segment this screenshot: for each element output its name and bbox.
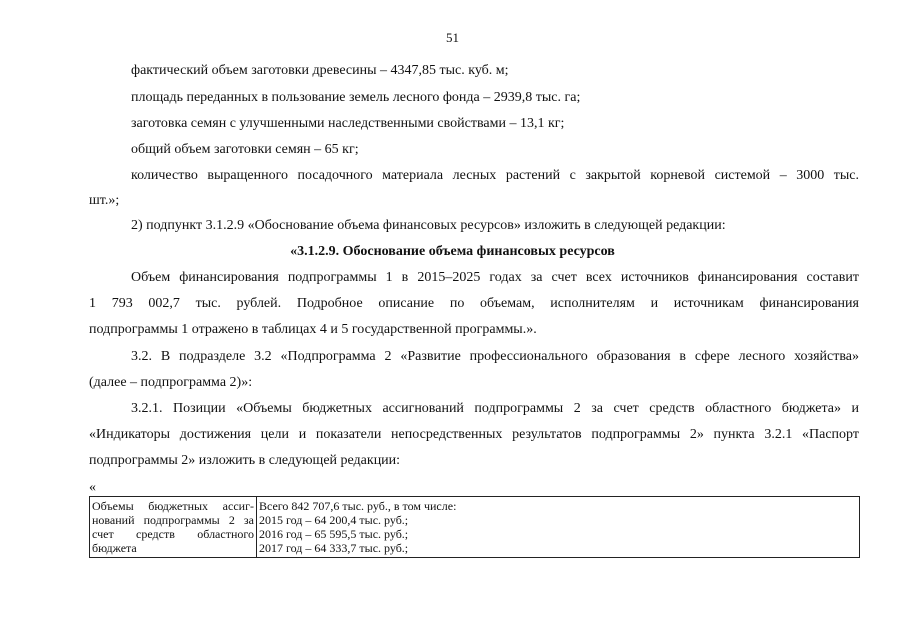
paragraph-line: 3.2.1. Позиции «Объемы бюджетных ассигнований подпрограммы 2 за счет средств областного бюджета» и bbox=[131, 401, 859, 416]
quote-mark: « bbox=[89, 480, 96, 495]
paragraph-line: «Индикаторы достижения цели и показатели непосредственных результатов подпрограммы 2» пункта 3.2.1 «Паспорт bbox=[89, 427, 859, 442]
paragraph-line: шт.»; bbox=[89, 193, 120, 208]
paragraph-line: 2) подпункт 3.1.2.9 «Обоснование объема финансовых ресурсов» изложить в следующей редакции: bbox=[131, 218, 726, 233]
table-row bbox=[90, 497, 860, 558]
section-heading: «3.1.2.9. Обоснование объема финансовых ресурсов bbox=[290, 244, 615, 259]
page-number: 51 bbox=[446, 30, 459, 45]
paragraph-line: 1 793 002,7 тыс. рублей. Подробное описание по объемам, исполнителям и источникам финансирования bbox=[89, 296, 859, 311]
paragraph-line: количество выращенного посадочного материала лесных растений с закрытой корневой системой – 3000 тыс. bbox=[131, 168, 859, 183]
paragraph-line: площадь переданных в пользование земель лесного фонда – 2939,8 тыс. га; bbox=[131, 90, 581, 105]
table-value-line: Всего 842 707,6 тыс. руб., в том числе: bbox=[259, 499, 457, 513]
table-cell-values bbox=[257, 497, 860, 558]
paragraph-line: заготовка семян с улучшенными наследственными свойствами – 13,1 кг; bbox=[131, 116, 565, 131]
paragraph-line: подпрограммы 2» изложить в следующей редакции: bbox=[89, 453, 401, 468]
table-cell-label: Объемы бюджетных ассиг-нований подпрограммы 2 за счет средств областного бюджета bbox=[90, 497, 257, 558]
paragraph-line: подпрограммы 1 отражено в таблицах 4 и 5 государственной программы.». bbox=[89, 322, 537, 337]
passport-table bbox=[89, 496, 860, 558]
table-value-line: 2015 год – 64 200,4 тыс. руб.; bbox=[259, 513, 409, 527]
paragraph-line: Объем финансирования подпрограммы 1 в 2015–2025 годах за счет всех источников финансирования составит bbox=[131, 270, 859, 285]
table-value-line: 2016 год – 65 595,5 тыс. руб.; bbox=[259, 527, 409, 541]
table-value-line: 2017 год – 64 333,7 тыс. руб.; bbox=[259, 541, 409, 555]
paragraph-line: (далее – подпрограмма 2)»: bbox=[89, 375, 253, 390]
paragraph-line: 3.2. В подразделе 3.2 «Подпрограмма 2 «Развитие профессионального образования в сфере лесного хозяйства» bbox=[131, 349, 859, 364]
paragraph-line: общий объем заготовки семян – 65 кг; bbox=[131, 142, 359, 157]
paragraph-line: фактический объем заготовки древесины – 4347,85 тыс. куб. м; bbox=[131, 63, 509, 78]
